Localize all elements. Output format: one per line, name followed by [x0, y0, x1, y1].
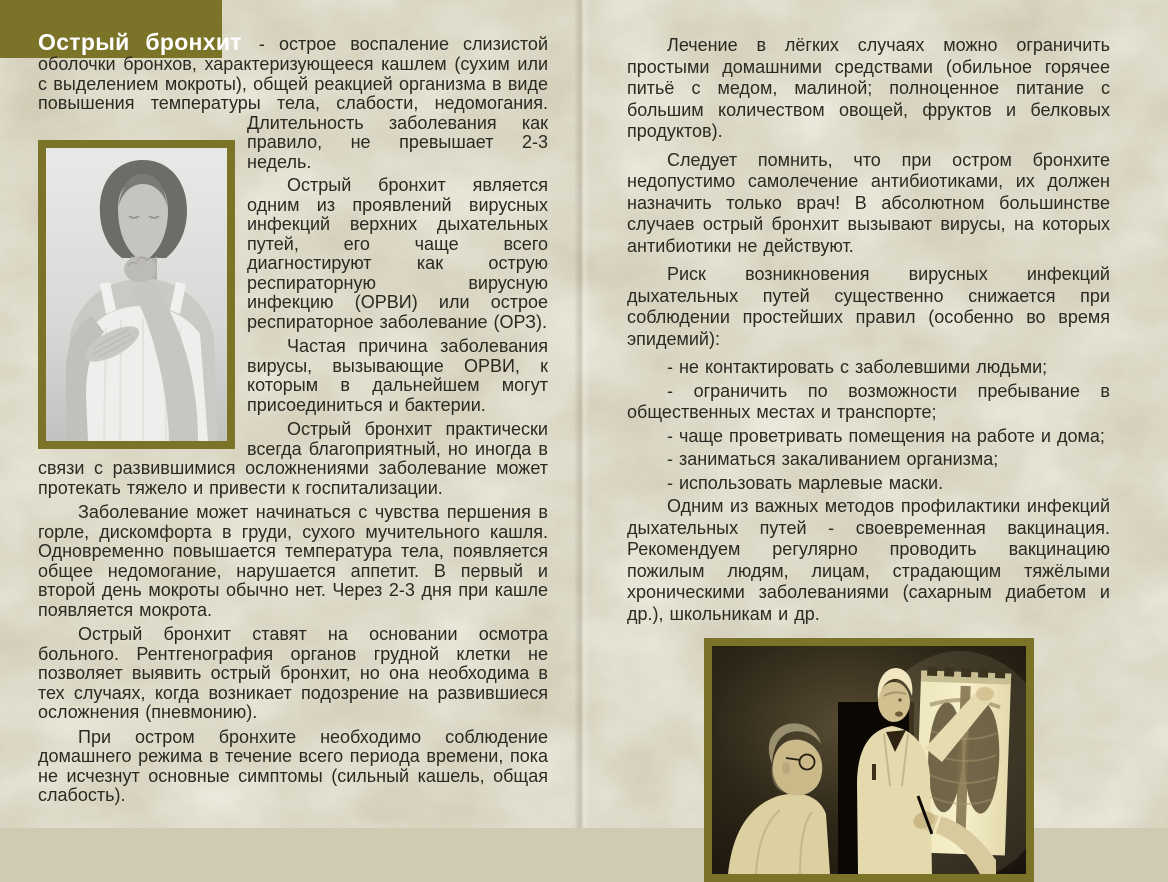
- bullet-item: - ограничить по возможности пребывание в общественных местах и транспорте;: [627, 380, 1110, 422]
- intro-text-part1: - острое воспаление слизистой оболочки бронхов, характеризующееся кашлем (сухим или с выделением мокроты), общей реакцией организма в виде повышения температуры тела, слабости, недомогания. Длительность: [38, 34, 548, 133]
- paragraph: Острый бронхит ставят на основании осмотра больного. Рентгенография органов грудной клетки не позволяет выявить острый бронхит, но она необходима в тех случаях, когда возникает подозрение на развившиеся осложнения (пневмонию).: [38, 624, 548, 722]
- intro-text-part2: заболевания как правило, не превышает 2-3 недель.: [247, 112, 548, 172]
- paragraph: Следует помнить, что при остром бронхите недопустимо самолечение антибиотиками, их должен назначить только врач! В абсолютном большинстве случаев острый бронхит вызывают вирусы, на которых антибиотики не действуют.: [627, 149, 1110, 256]
- paragraph: Одним из важных методов профилактики инфекций дыхательных путей - своевременная вакцинация. Рекомендуем регулярно проводить вакцинацию пожилым людям, лицам, страдающим тяжёлыми хроническими заболеваниями (сахарным диабетом и др.), школьникам и др.: [627, 496, 1110, 624]
- page-title: Острый бронхит: [38, 29, 242, 55]
- coughing-woman-photo: [38, 140, 235, 449]
- bullet-item: - использовать марлевые маски.: [667, 472, 944, 493]
- left-page: [0, 0, 584, 828]
- intro-paragraph: [38, 29, 548, 172]
- paragraph: Заболевание может начинаться с чувства першения в горле, дискомфорта в груди, сухого мучительного кашля. Одновременно повышается температура тела, появляется общее недомогание, нарушается аппетит. В первый и второй день мокроты обычно нет. Через 2-3 дня при кашле появляется мокрота.: [38, 502, 548, 620]
- paragraph: Острый бронхит является одним из проявлений вирусных инфекций верхних дыхательных путей, его чаще всего диагностируют как острую респираторную вирусную инфекцию (ОРВИ) или острое респираторное заболевание (ОРЗ).: [247, 175, 548, 332]
- paragraph: Частая причина заболевания вирусы, вызывающие ОРВИ, к которым в дальнейшем могут присоединиться и бактерии.: [247, 336, 548, 415]
- right-page: [584, 0, 1168, 828]
- bullet-item: - чаще проветривать помещения на работе и дома;: [667, 425, 1105, 446]
- doctors-xray-photo: [704, 638, 1034, 882]
- paragraph: Лечение в лёгких случаях можно ограничить простыми домашними средствами (обильное горячее питьё с медом, малиной; полноценное питание с большим количеством овощей, фруктов и белковых продуктов).: [627, 35, 1110, 141]
- paragraph: При остром бронхите необходимо соблюдение домашнего режима в течение всего периода времени, пока не исчезнут основные симптомы (сильный кашель, общая слабость).: [38, 726, 548, 805]
- paragraph: Острый бронхит практически всегда благоприятный, но иногда в связи с развившимися осложнениями заболевание может протекать тяжело и привести к госпитализации.: [38, 419, 548, 498]
- coughing-woman-illustration: [46, 148, 227, 441]
- paragraph: Риск возникновения вирусных инфекций дыхательных путей существенно снижается при соблюдении простейших правил (особенно во время эпидемий):: [627, 264, 1110, 349]
- bullet-item: - не контактировать с заболевшими людьми;: [667, 357, 1048, 377]
- bullet-item: - заниматься закаливанием организма;: [667, 449, 999, 469]
- right-page-content: [584, 0, 1168, 882]
- doctors-xray-illustration: [712, 646, 1026, 874]
- left-page-content: [0, 0, 584, 806]
